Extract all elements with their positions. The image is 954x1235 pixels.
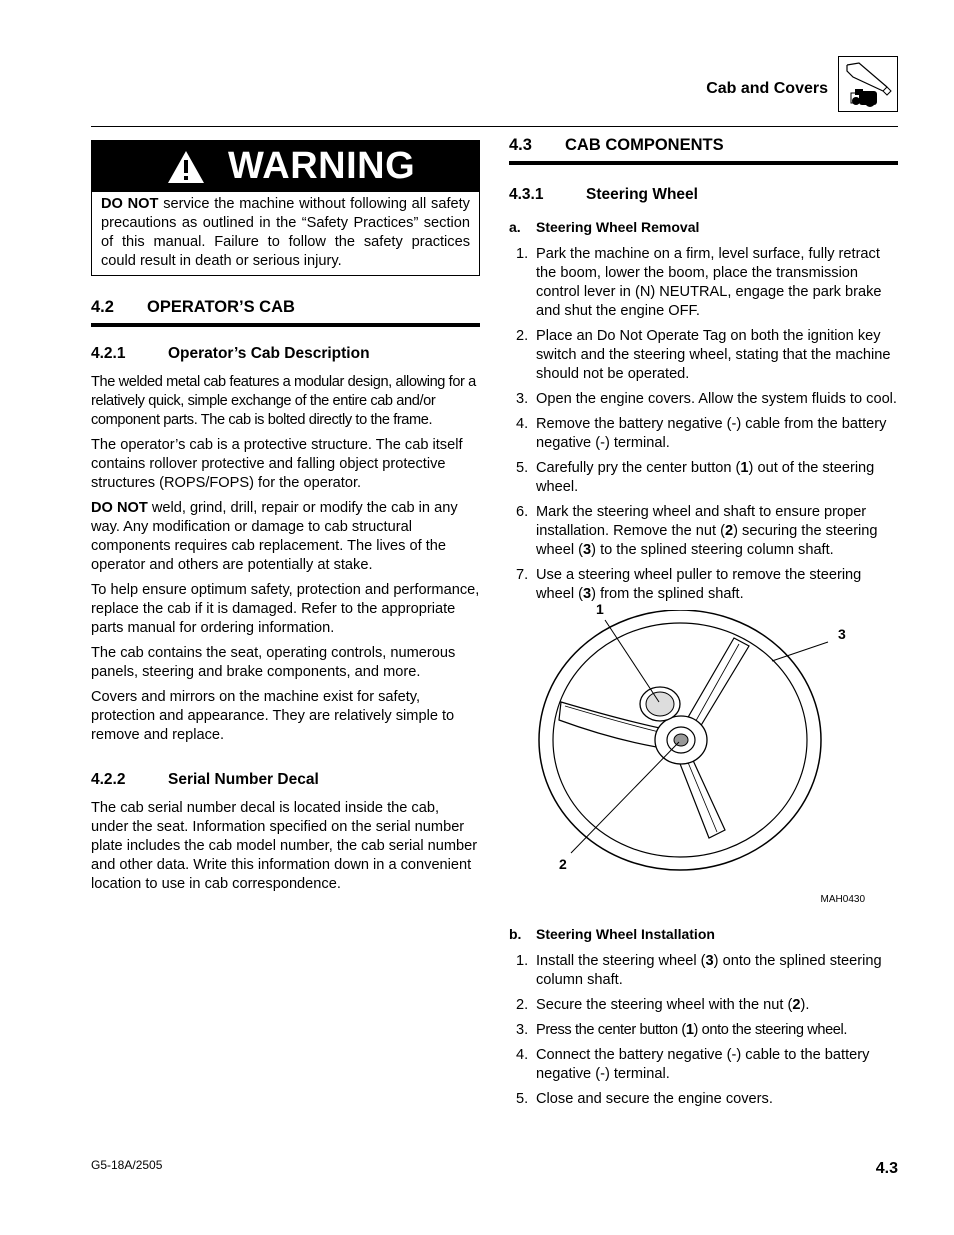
- subsection-number: 4.2.2: [91, 771, 126, 788]
- removal-title: [509, 218, 898, 237]
- installation-steps: [509, 952, 898, 1109]
- warning-heading-text: WARNING: [228, 145, 416, 187]
- paragraph-do-not: [91, 499, 480, 575]
- header-divider: [91, 126, 898, 127]
- section-4-2-title: [91, 298, 480, 327]
- step-group-letter: b.: [509, 926, 522, 942]
- list-item: 2. Secure the steering wheel with the nut (2).: [516, 997, 810, 1013]
- warning-text: service the machine without following all safety precautions as outlined in the “Safety Practices” section of this manual. Failure to follow the safety practices could result in death or serious injury.: [101, 196, 470, 269]
- callout-1: 1: [596, 601, 604, 617]
- paragraph: The operator’s cab is a protective structure. The cab itself contains rollover protective and falling object protective structures (ROPS/FOPS) for the operator.: [91, 437, 463, 491]
- list-item: 5. Close and secure the engine covers.: [516, 1091, 773, 1107]
- list-item: 3. Press the center button (1) onto the steering wheel.: [516, 1022, 848, 1038]
- subsection-number: 4.3.1: [509, 186, 544, 203]
- callout-2: 2: [559, 856, 567, 872]
- section-4-3-title: [509, 136, 898, 165]
- list-item: 1. Park the machine on a firm, level surface, fully retract the boom, lower the boom, place the transmission control lever in (N) NEUTRAL, engage the park brake and shut the engine OFF.: [516, 246, 882, 319]
- list-item: 1. Install the steering wheel (3) onto the splined steering column shaft.: [516, 953, 882, 988]
- section-title-text: CAB COMPONENTS: [565, 136, 724, 154]
- removal-steps: [509, 245, 898, 604]
- running-header-title: Cab and Covers: [706, 80, 828, 97]
- warning-body: [92, 192, 479, 275]
- subsection-number: 4.2.1: [91, 345, 126, 362]
- subsection-title-text: Steering Wheel: [586, 186, 698, 203]
- steering-wheel-illustration: [509, 610, 898, 910]
- list-item: 5. Carefully pry the center button (1) out of the steering wheel.: [516, 460, 875, 495]
- do-not-text: weld, grind, drill, repair or modify the cab in any way. Any modification or damage to cab structural components requires cab replacement. The lives of the operator and others are potentially at stake.: [91, 500, 458, 573]
- telehandler-machine-icon: [838, 56, 898, 112]
- step-group-title: Steering Wheel Removal: [536, 219, 700, 235]
- subsection-title-text: Operator’s Cab Description: [168, 345, 370, 362]
- left-column: [91, 140, 480, 900]
- figure-code: MAH0430: [820, 894, 865, 905]
- subsection-4-2-2-title: [91, 770, 480, 789]
- warning-triangle-icon: [166, 149, 206, 185]
- paragraph: The welded metal cab features a modular design, allowing for a relatively quick, simple exchange of the entire cab and/or component parts. The cab is bolted directly to the frame.: [91, 374, 476, 428]
- warning-box: [91, 140, 480, 276]
- section-number: 4.3: [509, 136, 532, 154]
- step-group-title: Steering Wheel Installation: [536, 926, 715, 942]
- document-code: G5-18A/2505: [91, 1158, 163, 1172]
- do-not-bold: DO NOT: [91, 500, 148, 516]
- section-number: 4.2: [91, 298, 114, 316]
- subsection-4-2-1-title: [91, 344, 480, 363]
- warning-heading: [92, 141, 479, 192]
- list-item: 7. Use a steering wheel puller to remove the steering wheel (3) from the splined shaft.: [516, 567, 862, 602]
- list-item: 4. Connect the battery negative (-) cable to the battery negative (-) terminal.: [516, 1047, 870, 1082]
- list-item: 2. Place an Do Not Operate Tag on both the ignition key switch and the steering wheel, stating that the machine should not be operated.: [516, 328, 891, 382]
- warning-do-not: DO NOT: [101, 196, 159, 212]
- subsection-4-3-1-title: [509, 185, 898, 204]
- right-column: [509, 136, 898, 1115]
- paragraph: The cab serial number decal is located inside the cab, under the seat. Information specified on the serial number plate includes the cab model number, the cab serial number and other data. Write this information down in a convenient location to use in cab correspondence.: [91, 800, 478, 892]
- paragraph: The cab contains the seat, operating controls, numerous panels, steering and brake components, and more.: [91, 645, 456, 680]
- paragraph: To help ensure optimum safety, protection and performance, replace the cab if it is damaged. Refer to the appropriate parts manual for ordering information.: [91, 582, 480, 636]
- list-item: 3. Open the engine covers. Allow the system fluids to cool.: [516, 391, 897, 407]
- subsection-title-text: Serial Number Decal: [168, 771, 319, 788]
- paragraph: Covers and mirrors on the machine exist for safety, protection and appearance. They are relatively simple to remove and replace.: [91, 689, 455, 743]
- page-number: 4.3: [875, 1160, 898, 1177]
- steering-wheel-figure: [509, 601, 898, 910]
- section-title-text: OPERATOR’S CAB: [147, 298, 295, 316]
- installation-title: [509, 925, 898, 944]
- callout-3: 3: [838, 626, 846, 642]
- step-group-letter: a.: [509, 219, 521, 235]
- list-item: 4. Remove the battery negative (-) cable from the battery negative (-) terminal.: [516, 416, 887, 451]
- list-item: 6. Mark the steering wheel and shaft to ensure proper installation. Remove the nut (2) securing the steering wheel (3) to the splined steering column shaft.: [516, 504, 878, 558]
